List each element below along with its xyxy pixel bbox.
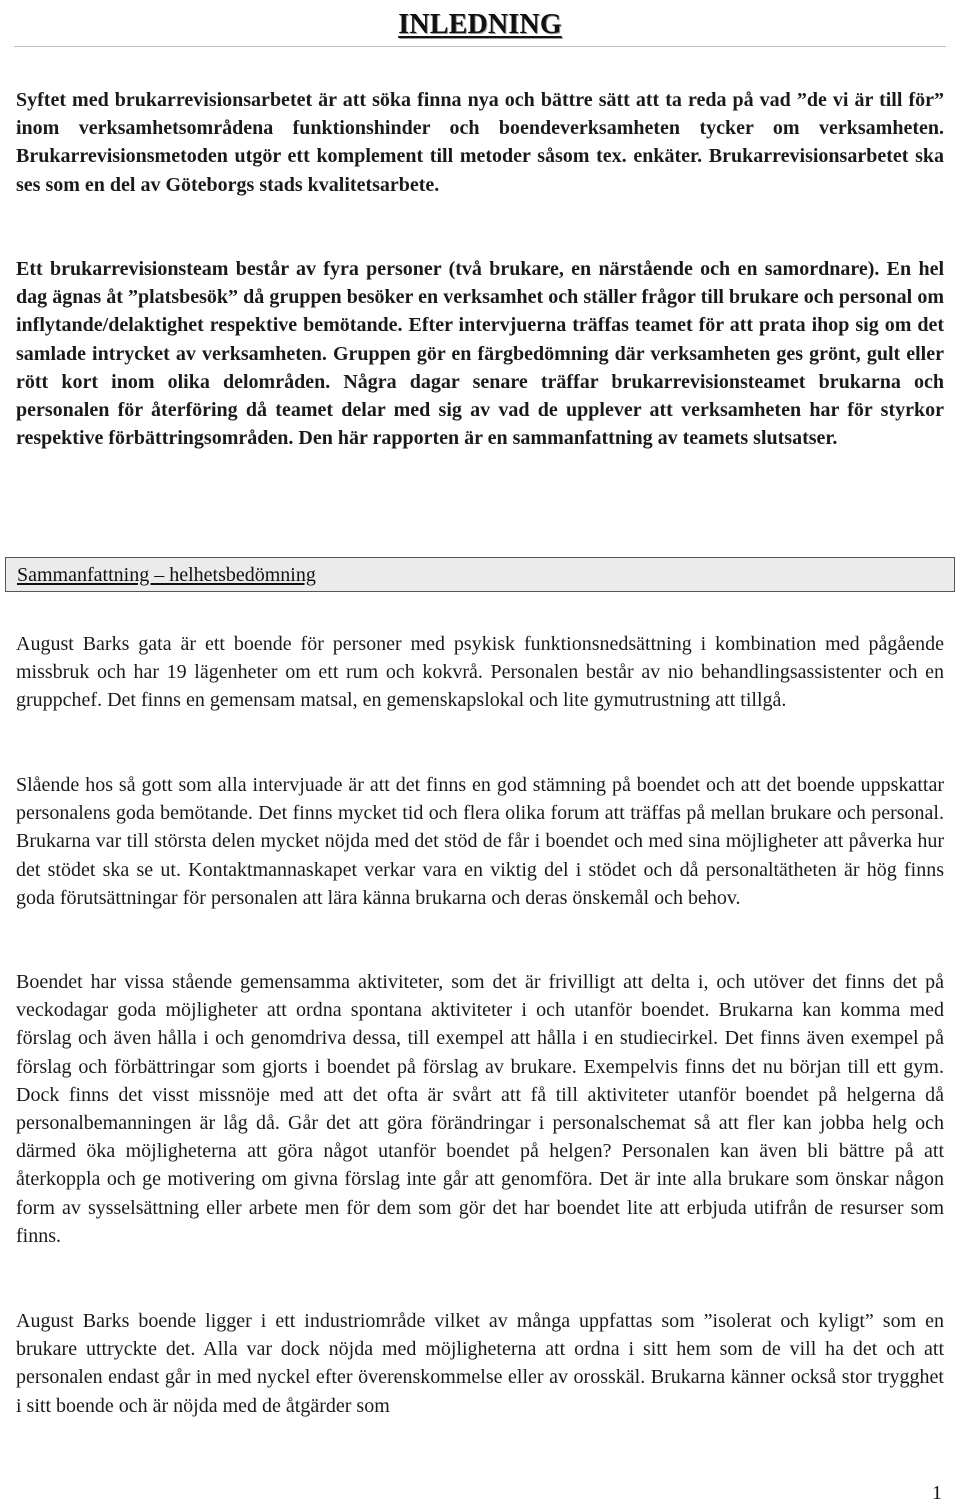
body-paragraph-location: August Barks boende ligger i ett industriområde vilket av många uppfattas som ”isolerat och kyligt” som en brukare uttryckte det. Alla var dock nöjda med möjligheterna att ordna i sitt hem som de vill ha det och att personalen endast går in med nyckel efter överenskommelse eller av orosskäl. Brukarna känner också stor trygghet i sitt boende och är nöjda med de åtgärder som: [16, 1310, 944, 1417]
page-title: INLEDNING: [398, 9, 562, 40]
heading-block: [14, 6, 946, 47]
intro-paragraph-purpose: Syftet med brukarrevisionsarbetet är att söka finna nya och bättre sätt att ta reda på vad ”de vi är till för” inom verksamhetsområdena funktionshinder och boendeverksamheten tycker om verksamheten. Brukarrevisionsmetoden utgör ett komplement till metoder såsom tex. enkäter. Brukarrevisionsarbetet ska ses som en del av Göteborgs stads kvalitetsarbete.: [16, 89, 944, 196]
intro-paragraph-team: Ett brukarrevisionsteam består av fyra personer (två brukare, en närstående och en samordnare). En hel dag ägnas åt ”platsbesök” då gruppen besöker en verksamhet och ställer frågor till brukare och personal om inflytande/delaktighet respektive bemötande. Efter intervjuerna träffas teamet för att prata ihop sig om det samlade intrycket av verksamheten. Gruppen gör en färgbedömning där verksamheten ges grönt, gult eller rött kort inom olika delområden. Några dagar senare träffar brukarrevisionsteamet brukarna och personalen för återföring då teamet delar med sig av vad de upplever att verksamheten har för styrkor respektive förbättringsområden. Den här rapporten är en sammanfattning av teamets slutsatser.: [16, 258, 944, 450]
section-header-box: [5, 557, 955, 592]
body-paragraph-activities: Boendet har vissa stående gemensamma aktiviteter, som det är frivilligt att delta i, och utöver det finns det på veckodagar goda möjligheter att ordna spontana aktiviteter i och utanför boendet. Brukarna kan komma med förslag och även hålla i och genomdriva dessa, till exempel att hålla i en studiecirkel. Det finns även exempel på förslag och förbättringar som gjorts i boendet på förslag av brukare. Exempelvis finns det nu början till ett gym. Dock finns det visst missnöje med att det ofta är svårt att få till aktiviteter utanför boendet på helgerna då personalbemanningen är låg då. Går det att göra förändringar i personalschemat så att fler kan jobba helg och därmed öka möjligheterna att göra något utanför boendet på helgen? Personalen kan även bli bättre på att återkoppla och ge motivering om givna förslag inte går att genomföra. Det är inte alla brukare som önskar någon form av sysselsättning eller arbete men för dem som gör det har boendet lite att erbjuda utifrån de resurser som finns.: [16, 971, 944, 1247]
body-paragraph-overview: August Barks gata är ett boende för personer med psykisk funktionsnedsättning i kombination med pågående missbruk och har 19 lägenheter om ett rum och kokvrå. Personalen består av nio behandlingsassistenter och en gruppchef. Det finns en gemensam matsal, en gemenskapslokal och lite gymutrustning att tillgå.: [16, 633, 944, 712]
page-number: 1: [932, 1482, 942, 1504]
section-title: Sammanfattning – helhetsbedömning: [17, 564, 316, 586]
body-paragraph-atmosphere: Slående hos så gott som alla intervjuade är att det finns en god stämning på boendet och att det boende uppskattar personalens goda bemötande. Det finns mycket tid och flera olika forum att träffas på mellan brukare och personal. Brukarna var till största delen mycket nöjda med det stöd de får i boendet och med sina möjligheter att påverka hur det stödet ska se ut. Kontaktmannaskapet verkar vara en viktig del i stödet och då personaltätheten är hög finns goda förutsättningar för personalen att lära känna brukarna och deras önskemål och behov.: [16, 774, 944, 909]
